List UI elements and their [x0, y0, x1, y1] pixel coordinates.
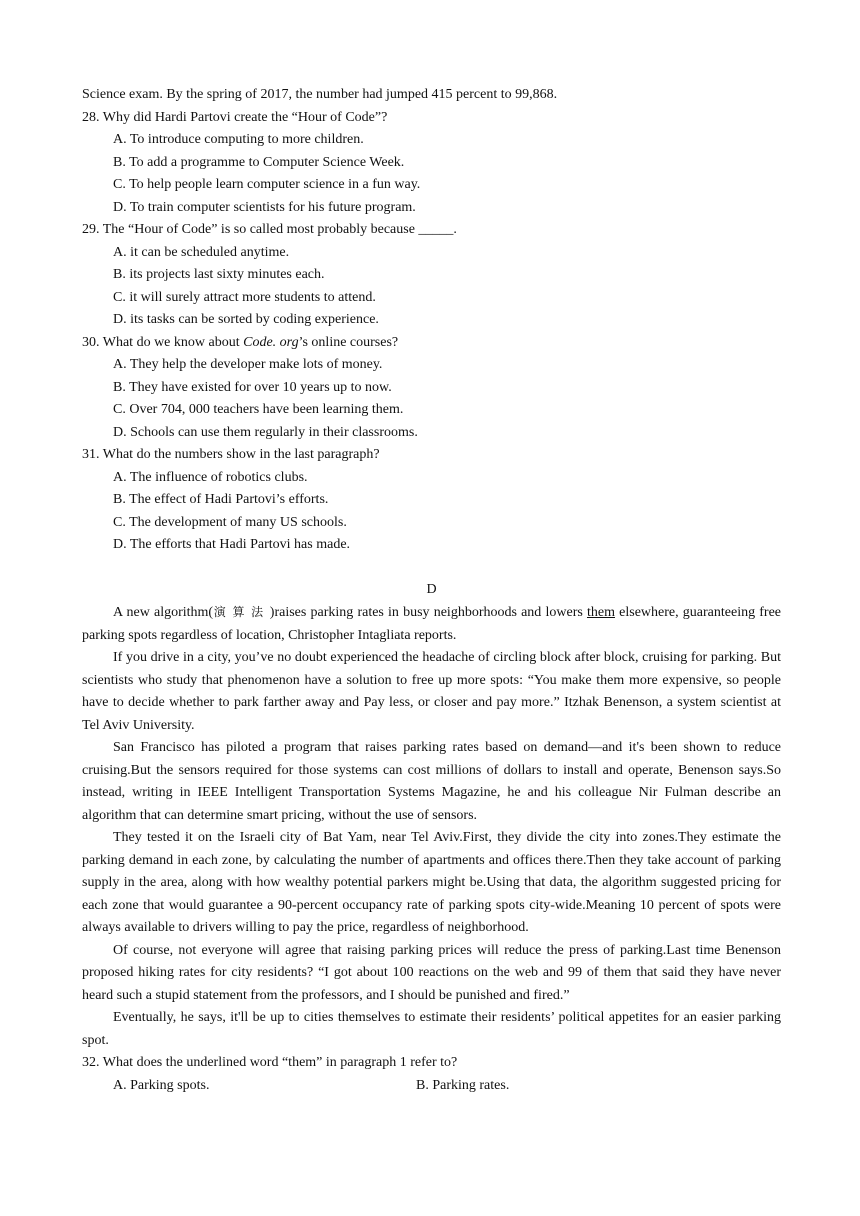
option-c: C. Over 704, 000 teachers have been learning them. — [113, 402, 404, 417]
p1-text-mid: )raises parking rates in busy neighborhoods and lowers — [269, 605, 587, 620]
question-stem: 29. The “Hour of Code” is so called most probably because _____. — [82, 222, 457, 237]
p1-text-end: elsewhere, guaranteeing free parking spots regardless of location, Christopher Intagliata reports. — [82, 605, 782, 643]
p1-text-start: A new algorithm( — [113, 605, 214, 620]
option-d: D. The efforts that Hadi Partovi has made. — [113, 537, 351, 552]
option-a: A. Parking spots. — [113, 1077, 210, 1093]
stem-text-end: ’s online courses? — [298, 334, 399, 350]
question-29 — [82, 219, 781, 332]
p1-chinese-gloss: 演算法 — [213, 605, 270, 619]
option-b: B. its projects last sixty minutes each. — [113, 267, 325, 282]
options-row — [82, 1075, 781, 1098]
stem-italic: Code. org — [243, 334, 299, 350]
exam-page — [82, 84, 781, 1097]
option-b: B. The effect of Hadi Partovi’s efforts. — [113, 492, 329, 507]
option-b: B. They have existed for over 10 years up to now. — [113, 379, 392, 395]
question-stem — [82, 332, 781, 355]
option-c: C. The development of many US schools. — [113, 514, 347, 530]
question-stem: 31. What do the numbers show in the last paragraph? — [82, 447, 380, 462]
passage-d-paragraph-5: Of course, not everyone will agree that raising parking prices will reduce the press of parking.Last time Benenson proposed hiking rates for city residents? “I got about 100 reactions on the web and 99 of them that said they have never heard such a stupid statement from the professors, and I should be punished and fired.” — [82, 942, 781, 1003]
option-b: B. To add a programme to Computer Science Week. — [113, 154, 405, 170]
question-stem: 28. Why did Hardi Partovi create the “Hour of Code”? — [82, 109, 388, 125]
passage-c-last-line: Science exam. By the spring of 2017, the number had jumped 415 percent to 99,868. — [82, 87, 558, 102]
option-c: C. To help people learn computer science in a fun way. — [113, 177, 421, 192]
option-a: A. The influence of robotics clubs. — [113, 469, 308, 485]
option-a: A. To introduce computing to more children. — [113, 132, 364, 147]
option-a: A. it can be scheduled anytime. — [113, 244, 290, 260]
option-d: D. Schools can use them regularly in their classrooms. — [113, 424, 418, 440]
question-30 — [82, 332, 781, 445]
option-c: C. it will surely attract more students to attend. — [113, 289, 376, 305]
passage-d-paragraph-6: Eventually, he says, it'll be up to cities themselves to estimate their residents’ political appetites for an easier parking spot. — [82, 1010, 781, 1048]
passage-d-paragraph-1 — [82, 601, 781, 647]
option-d: D. its tasks can be sorted by coding experience. — [113, 312, 379, 327]
spacer — [82, 557, 781, 579]
question-32 — [82, 1052, 781, 1097]
option-b: B. Parking rates. — [416, 1077, 510, 1093]
question-28 — [82, 107, 781, 220]
underlined-word-them: them — [586, 605, 615, 620]
passage-d-paragraph-2: If you drive in a city, you’ve no doubt experienced the headache of circling block after block, cruising for parking. But scientists who study that phenomenon have a solution to free up more spots: “You make them more expensive, so people have to decide whether to park farther away and Pay less, or closer and pay more.” Itzhak Benenson, a system scientist at Tel Aviv University. — [82, 650, 781, 733]
question-31 — [82, 444, 781, 557]
question-stem: 32. What does the underlined word “them” in paragraph 1 refer to? — [82, 1055, 458, 1070]
option-d: D. To train computer scientists for his future program. — [113, 199, 416, 215]
stem-text: 30. What do we know about — [82, 334, 244, 350]
passage-d-paragraph-3: San Francisco has piloted a program that raises parking rates based on demand—and it's been shown to reduce cruising.But the sensors required for those systems can cost millions of dollars to install and operate, Benenson says.So instead, writing in IEEE Intelligent Transportation Systems Magazine, he and his colleague Nir Fulman describe an algorithm that can determine smart pricing, without the use of sensors. — [82, 740, 781, 823]
section-heading-d: D — [426, 581, 437, 597]
option-a: A. They help the developer make lots of money. — [113, 357, 383, 372]
passage-d-paragraph-4: They tested it on the Israeli city of Bat Yam, near Tel Aviv.First, they divide the city into zones.They estimate the parking demand in each zone, by calculating the number of apartments and offices there.Then they take account of parking supply in the area, along with how wealthy potential parkers might be.Using that data, the algorithm suggested pricing for each zone that would guarantee a 90-percent occupancy rate of parking spots city-wide.Meaning 10 percent of spots were always available to drivers willing to pay the price, regardless of neighborhood. — [82, 830, 781, 935]
